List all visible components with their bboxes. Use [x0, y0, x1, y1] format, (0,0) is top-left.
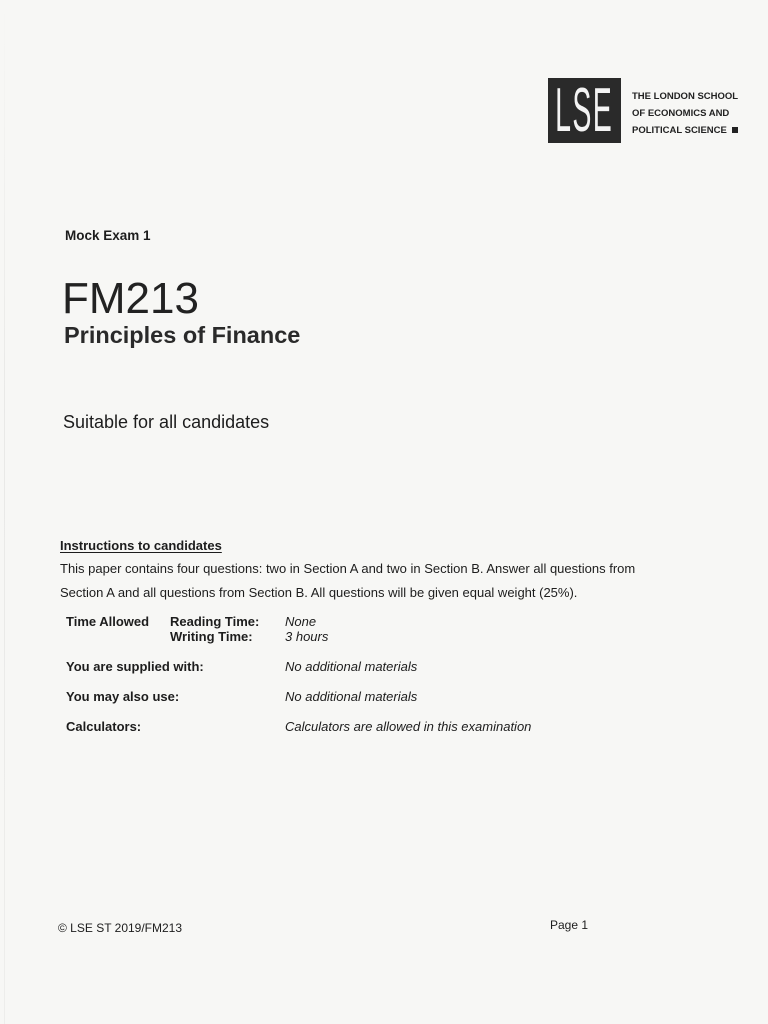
may-also-use-label: You may also use:	[66, 689, 180, 704]
reading-time-value: None	[285, 614, 317, 629]
reading-time-label: Reading Time:	[170, 614, 260, 629]
supplied-with-label: You are supplied with:	[66, 659, 204, 674]
instructions-heading: Instructions to candidates	[60, 538, 222, 553]
course-title: Principles of Finance	[64, 322, 301, 348]
logo-wordmark	[632, 88, 738, 139]
exam-label: Mock Exam 1	[65, 228, 151, 243]
page-number: Page 1	[550, 918, 589, 932]
logo-mark: LSE	[555, 78, 614, 143]
instructions-line: This paper contains four questions: two in Section A and two in Section B. Answer all questions from	[60, 561, 636, 576]
supplied-with-value: No additional materials	[285, 659, 418, 674]
calculators-value: Calculators are allowed in this examination	[285, 719, 532, 734]
time-allowed-label: Time Allowed	[66, 614, 150, 629]
calculators-label: Calculators:	[66, 719, 142, 734]
square-bullet-icon	[732, 127, 738, 133]
instructions-line: Section A and all questions from Section B. All questions will be given equal weight (25%).	[60, 585, 578, 600]
may-also-use-value: No additional materials	[285, 689, 418, 704]
logo-line-1: THE LONDON SCHOOL	[632, 91, 739, 102]
course-code: FM213	[62, 274, 199, 323]
lse-logo	[548, 78, 621, 143]
writing-time-label: Writing Time:	[170, 629, 253, 644]
logo-line-2: OF ECONOMICS AND	[632, 108, 730, 119]
scan-edge	[4, 0, 5, 1024]
logo-line-3: POLITICAL SCIENCE	[632, 125, 727, 136]
suitability-note: Suitable for all candidates	[63, 412, 270, 432]
writing-time-value: 3 hours	[285, 629, 329, 644]
footer-copyright: © LSE ST 2019/FM213	[58, 921, 183, 935]
